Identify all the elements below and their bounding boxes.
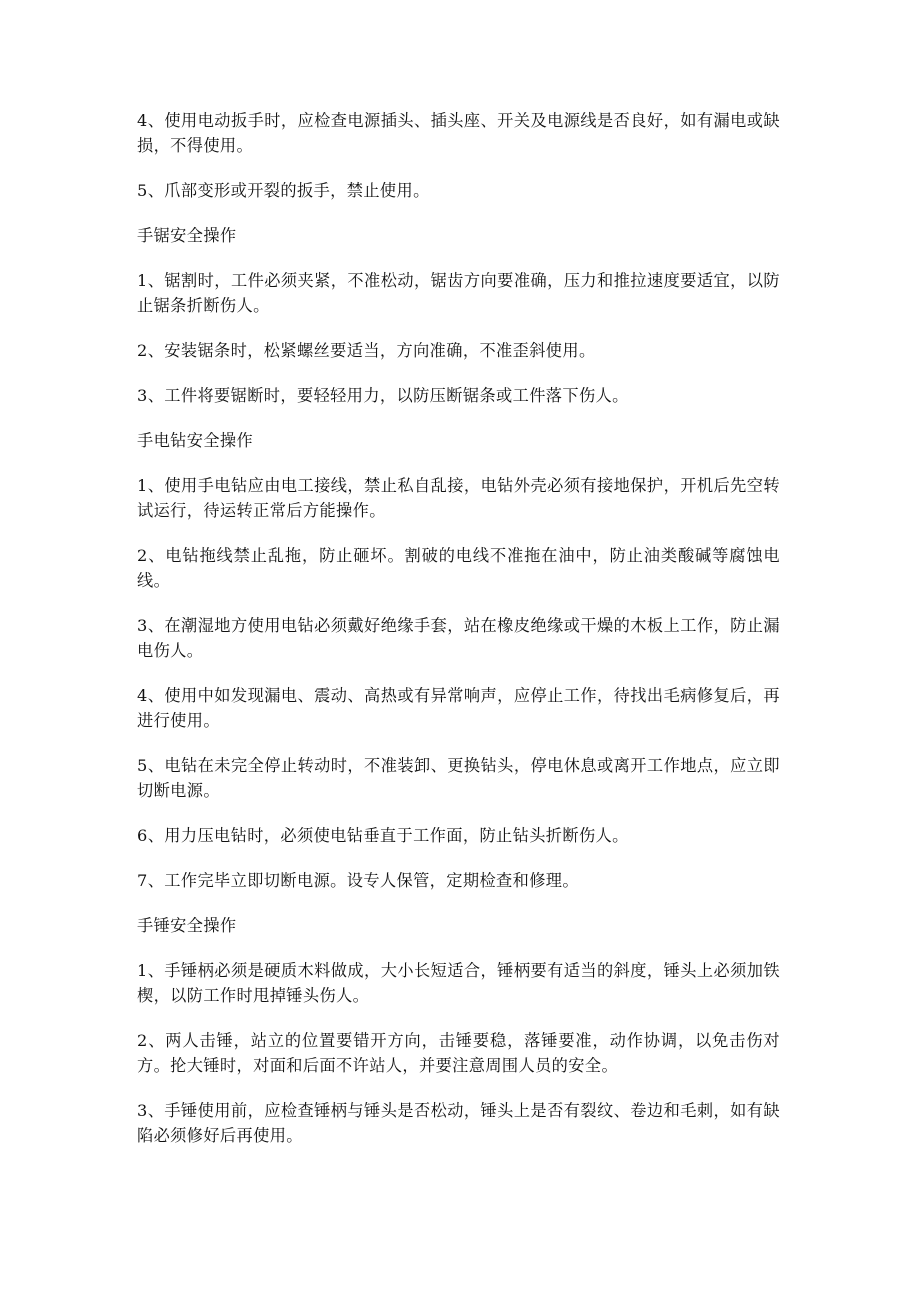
paragraph-wrench-item-4: 4、使用电动扳手时，应检查电源插头、插头座、开关及电源线是否良好，如有漏电或缺损，不得使用。	[137, 111, 780, 155]
paragraph-drill-item-6: 6、用力压电钻时，必须使电钻垂直于工作面，防止钻头折断伤人。	[137, 826, 629, 845]
section-heading-hammer: 手锤安全操作	[137, 916, 237, 935]
paragraph-saw-item-3: 3、工件将要锯断时，要轻轻用力，以防压断锯条或工件落下伤人。	[137, 386, 629, 405]
paragraph-drill-item-2: 2、电钻拖线禁止乱拖，防止砸坏。割破的电线不准拖在油中，防止油类酸碱等腐蚀电线。	[137, 546, 780, 590]
paragraph-drill-item-5: 5、电钻在未完全停止转动时，不准装卸、更换钻头，停电休息或离开工作地点，应立即切断电源。	[137, 756, 780, 800]
paragraph-saw-item-1: 1、锯割时，工件必须夹紧，不准松动，锯齿方向要准确，压力和推拉速度要适宜，以防止锯条折断伤人。	[137, 271, 780, 315]
paragraph-hammer-item-3: 3、手锤使用前，应检查锤柄与锤头是否松动，锤头上是否有裂纹、卷边和毛刺，如有缺陷必须修好后再使用。	[137, 1101, 780, 1145]
paragraph-drill-item-1: 1、使用手电钻应由电工接线，禁止私自乱接，电钻外壳必须有接地保护，开机后先空转试运行，待运转正常后方能操作。	[137, 476, 780, 520]
paragraph-drill-item-7: 7、工作完毕立即切断电源。设专人保管，定期检查和修理。	[137, 871, 579, 890]
paragraph-drill-item-3: 3、在潮湿地方使用电钻必须戴好绝缘手套，站在橡皮绝缘或干燥的木板上工作，防止漏电伤人。	[137, 616, 780, 660]
paragraph-hammer-item-2: 2、两人击锤，站立的位置要错开方向，击锤要稳，落锤要准，动作协调，以免击伤对方。抡大锤时，对面和后面不许站人，并要注意周围人员的安全。	[137, 1031, 780, 1075]
paragraph-saw-item-2: 2、安装锯条时，松紧螺丝要适当，方向准确，不准歪斜使用。	[137, 341, 596, 360]
paragraph-drill-item-4: 4、使用中如发现漏电、震动、高热或有异常响声，应停止工作，待找出毛病修复后，再进行使用。	[137, 686, 780, 730]
section-heading-electric-drill: 手电钻安全操作	[137, 431, 254, 450]
paragraph-hammer-item-1: 1、手锤柄必须是硬质木料做成，大小长短适合，锤柄要有适当的斜度，锤头上必须加铁楔，以防工作时甩掉锤头伤人。	[137, 961, 780, 1005]
section-heading-hand-saw: 手锯安全操作	[137, 226, 237, 245]
paragraph-wrench-item-5: 5、爪部变形或开裂的扳手，禁止使用。	[137, 181, 430, 200]
